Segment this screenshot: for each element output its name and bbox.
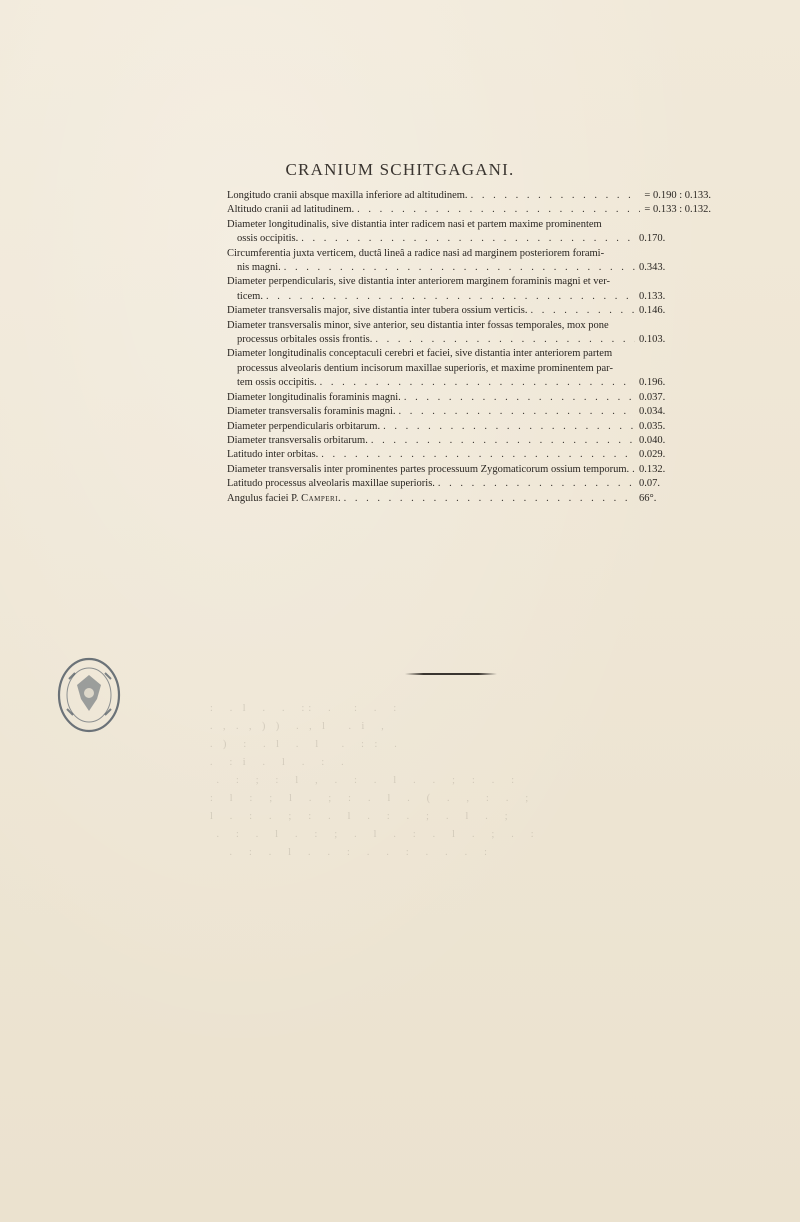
measurement-line-final (227, 290, 711, 304)
measurement-value: 0.133. (639, 290, 666, 302)
dot-leader (396, 405, 635, 419)
dot-leader (298, 232, 635, 246)
measurement-value: 0.040. (639, 434, 666, 446)
measurement-line-final (227, 434, 711, 448)
measurement-value: 0.343. (639, 262, 666, 274)
measurement-row (227, 203, 711, 217)
measurement-value: 0.146. (639, 305, 666, 317)
measurement-label: processus alveolaris dentium incisorum maxillae superioris, et maxime prominentem par- (237, 362, 613, 374)
measurement-row (227, 405, 711, 419)
measurement-label: Diameter transversalis foraminis magni. (227, 406, 396, 418)
measurement-label: Angulus faciei P. Camperi. (227, 492, 341, 504)
measurement-label: Diameter longitudinalis, sive distantia inter radicem nasi et partem maxime prominentem (227, 218, 602, 230)
measurement-line-final (227, 232, 711, 246)
measurement-value: 0.034. (639, 406, 666, 418)
measurement-line (227, 247, 711, 261)
measurement-value: 66°. (639, 492, 657, 504)
measurement-line-final (227, 189, 711, 203)
measurement-line-final (227, 477, 711, 491)
measurement-label: Latitudo inter orbitas. (227, 449, 319, 461)
dot-leader (435, 477, 635, 491)
dot-leader (528, 304, 636, 318)
page-title: CRANIUM SCHITGAGANI. (285, 160, 515, 179)
measurement-row (227, 420, 711, 434)
measurement-value: 0.035. (639, 420, 666, 432)
measurement-row (227, 448, 711, 462)
measurement-row (227, 492, 711, 506)
dot-leader (281, 261, 635, 275)
measurement-line-final (227, 391, 711, 405)
measurement-line-final (227, 492, 711, 506)
dot-leader (401, 391, 635, 405)
measurement-value: = 0.190 : 0.133. (644, 190, 711, 201)
measurement-label: ossis occipitis. (237, 233, 299, 245)
measurement-label: Diameter transversalis inter prominentes partes processuum Zygomaticorum ossium temporum. (227, 463, 630, 475)
dot-leader (318, 448, 635, 462)
measurement-label: Diameter perpendicularis, sive distantia inter anteriorem marginem foraminis magni et ver- (227, 276, 611, 288)
dot-leader (368, 434, 635, 448)
bleed-through-text: : . l . . :: . : . : . , . , ) ) . , l . i , . ) : . l . l . : : . . : i . l . : . . : ; : l , . : . l . . ; : . : : l : ; l . ; : . l . ( . , : . ; l . : . ; : . l . : . ; . l . ; . : . l . : ; . l . : . l . ; . : . : . l . . : . . : . . . : (210, 703, 538, 858)
measurement-line-final (227, 463, 711, 477)
measurement-value: 0.132. (639, 463, 666, 475)
measurement-label: Diameter longitudinalis conceptaculi cerebri et faciei, sive distantia inter anteriorem partem (227, 348, 613, 360)
measurement-line (227, 319, 711, 333)
measurement-value: 0.037. (639, 391, 666, 403)
ornamental-rule (405, 673, 497, 675)
measurement-row (227, 347, 711, 390)
measurement-line-final (227, 405, 711, 419)
measurement-row (227, 477, 711, 491)
measurement-value: 0.103. (639, 334, 666, 346)
measurement-label: Altitudo cranii ad latitudinem. (227, 204, 355, 216)
measurement-value: 0.196. (639, 377, 666, 389)
measurement-label: Longitudo cranii absque maxilla inferiore ad altitudinem. (227, 190, 468, 201)
measurement-line (227, 275, 711, 289)
measurement-value: 0.07. (639, 478, 660, 490)
measurement-label: nis magni. (237, 262, 281, 274)
dot-leader (468, 189, 641, 203)
measurement-row (227, 463, 711, 477)
measurement-value: 0.029. (639, 449, 666, 461)
measurement-line-final (227, 203, 711, 217)
measurement-label: tem ossis occipitis. (237, 377, 317, 389)
measurement-row (227, 391, 711, 405)
dot-leader (372, 333, 635, 347)
measurement-label: Diameter transversalis major, sive distantia inter tubera ossium verticis. (227, 305, 528, 317)
measurement-value: = 0.133 : 0.132. (644, 204, 711, 216)
measurement-line-final (227, 261, 711, 275)
measurement-row (227, 189, 711, 203)
measurement-label: Diameter transversalis orbitarum. (227, 434, 368, 446)
measurement-label: Diameter longitudinalis foraminis magni. (227, 391, 401, 403)
dot-leader (317, 376, 635, 390)
dot-leader (341, 492, 635, 506)
measurement-row (227, 304, 711, 318)
measurement-label: processus orbitales ossis frontis. (237, 334, 373, 346)
measurement-line-final (227, 420, 711, 434)
dot-leader (380, 420, 635, 434)
measurement-line (227, 218, 711, 232)
measurement-line-final (227, 448, 711, 462)
measurement-row (227, 247, 711, 276)
dot-leader (354, 203, 640, 217)
measurement-label: ticem. (237, 290, 263, 302)
measurement-label: Diameter transversalis minor, sive anterior, seu distantia inter fossas temporales, mox pone (227, 319, 609, 331)
measurement-row (227, 319, 711, 348)
measurement-line-final (227, 376, 711, 390)
measurement-label: Circumferentia juxta verticem, ductâ lineâ a radice nasi ad marginem posteriorem forami- (227, 247, 605, 259)
measurement-line (227, 362, 711, 376)
measurement-line-final (227, 333, 711, 347)
measurement-label: Latitudo processus alveolaris maxillae superioris. (227, 478, 435, 490)
measurement-label: Diameter perpendicularis orbitarum. (227, 420, 381, 432)
dot-leader (263, 290, 635, 304)
measurement-row (227, 434, 711, 448)
library-stamp (55, 655, 123, 735)
measurement-row (227, 275, 711, 304)
measurement-line-final (227, 304, 711, 318)
measurement-line (227, 347, 711, 361)
measurement-value: 0.170. (639, 233, 666, 245)
measurement-row (227, 218, 711, 247)
measurements-table (227, 189, 711, 506)
